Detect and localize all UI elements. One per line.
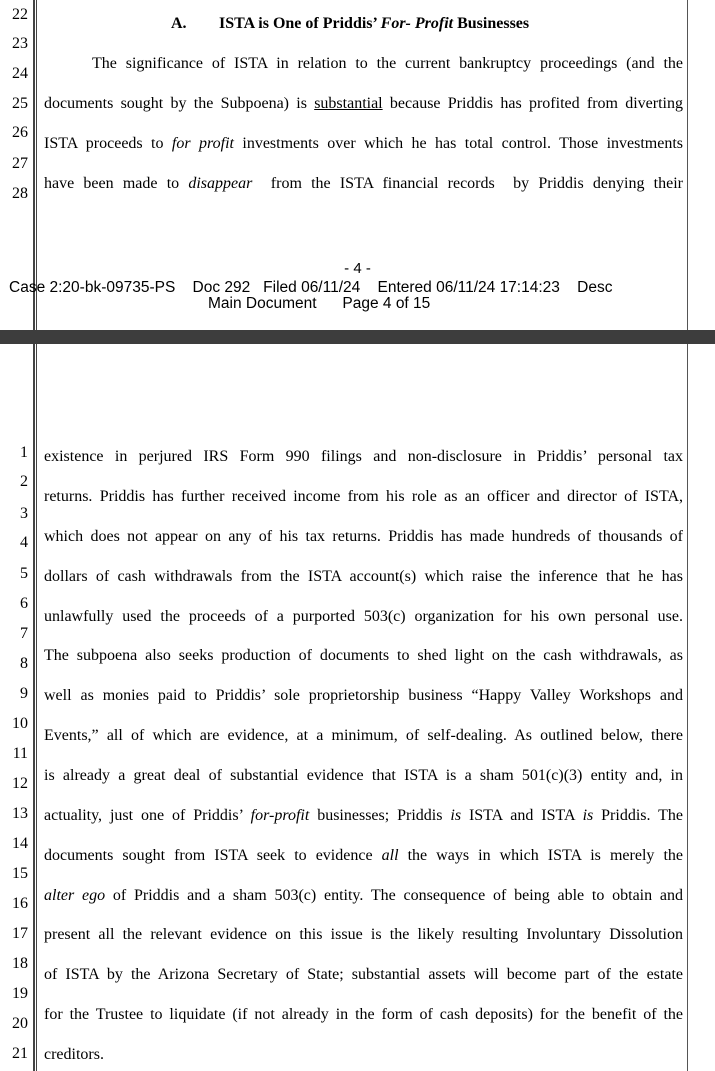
line-number: 6 [20,595,28,612]
line-number: 13 [12,805,28,822]
section-letter: A. [171,15,187,32]
line-number: 20 [12,1015,28,1032]
case-footer-line1: Case 2:20-bk-09735-PS Doc 292 Filed 06/11/24 Entered 06/11/24 17:14:23 Desc [9,279,613,296]
line-number: 2 [20,473,28,490]
paragraph-line: documents sought from ISTA seek to evidence all the ways in which ISTA is merely the [44,847,683,864]
line-number: 11 [12,745,28,762]
paragraph-line: well as monies paid to Priddis’ sole proprietorship business “Happy Valley Workshops and [44,687,683,704]
line-number: 25 [12,95,28,112]
paragraph-line: documents sought by the Subpoena) is substantial because Priddis has profited from diverting [44,95,683,112]
paragraph-line: alter ego of Priddis and a sham 503(c) entity. The consequence of being able to obtain and [44,887,684,904]
line-number: 15 [12,865,28,882]
line-number: 14 [12,835,28,852]
paragraph-line: returns. Priddis has further received income from his role as an officer and director of ISTA, [44,488,683,505]
line-number: 26 [12,124,28,141]
paragraph-line: ISTA proceeds to for profit investments over which he has total control. Those investments [44,135,684,152]
line-number: 19 [12,985,28,1002]
section-title: ISTA is One of Priddis’ For- Profit Businesses [219,15,530,32]
left-margin-rule [33,344,35,1071]
line-number: 17 [12,925,28,942]
line-number: 28 [12,185,28,202]
line-number: 4 [20,534,28,551]
document-page-bottom [0,344,715,1071]
paragraph-line: is already a great deal of substantial evidence that ISTA is a sham 501(c)(3) entity and, in [44,767,683,784]
case-footer-line2: Main Document Page 4 of 15 [208,295,431,312]
line-number: 1 [20,444,28,461]
line-number: 5 [20,565,28,582]
line-number: 3 [20,505,28,522]
left-margin-rule-inner [36,344,37,1071]
paragraph-line: actuality, just one of Priddis’ for-profit businesses; Priddis is ISTA and ISTA is Priddis. The [44,807,684,824]
line-number: 24 [12,65,28,82]
document-page-top [0,0,715,330]
right-margin-rule [687,344,688,1071]
line-number: 8 [20,655,28,672]
page-separator [0,330,715,344]
line-number: 22 [12,6,28,23]
line-number: 16 [12,895,28,912]
paragraph-line: present all the relevant evidence on this issue is the likely resulting Involuntary Dissolution [44,926,683,943]
paragraph-line: dollars of cash withdrawals from the ISTA account(s) which raise the inference that he has [44,568,683,585]
paragraph-line: creditors. [44,1046,104,1063]
paragraph-line: Events,” all of which are evidence, at a minimum, of self-dealing. As outlined below, there [44,727,683,744]
line-number: 23 [12,35,28,52]
line-number: 21 [12,1045,28,1062]
line-number: 12 [12,775,28,792]
paragraph-line: unlawfully used the proceeds of a purported 503(c) organization for his own personal use. [44,608,683,625]
line-number: 18 [12,955,28,972]
line-number: 27 [12,155,28,172]
paragraph-line: The subpoena also seeks production of documents to shed light on the cash withdrawals, as [44,647,683,664]
paragraph-line: of ISTA by the Arizona Secretary of State; substantial assets will become part of the estate [44,966,683,983]
line-number: 10 [12,715,28,732]
paragraph-line: The significance of ISTA in relation to the current bankruptcy proceedings (and the [92,55,683,72]
line-number: 7 [20,625,28,642]
paragraph-line: existence in perjured IRS Form 990 filings and non-disclosure in Priddis’ personal tax [44,448,683,465]
page-number: - 4 - [344,260,371,277]
line-number: 9 [20,685,28,702]
paragraph-line: for the Trustee to liquidate (if not already in the form of cash deposits) for the benefit of the [44,1006,683,1023]
paragraph-line: have been made to disappear from the ISTA financial records by Priddis denying their [44,175,684,192]
paragraph-line: which does not appear on any of his tax returns. Priddis has made hundreds of thousands of [44,528,683,545]
